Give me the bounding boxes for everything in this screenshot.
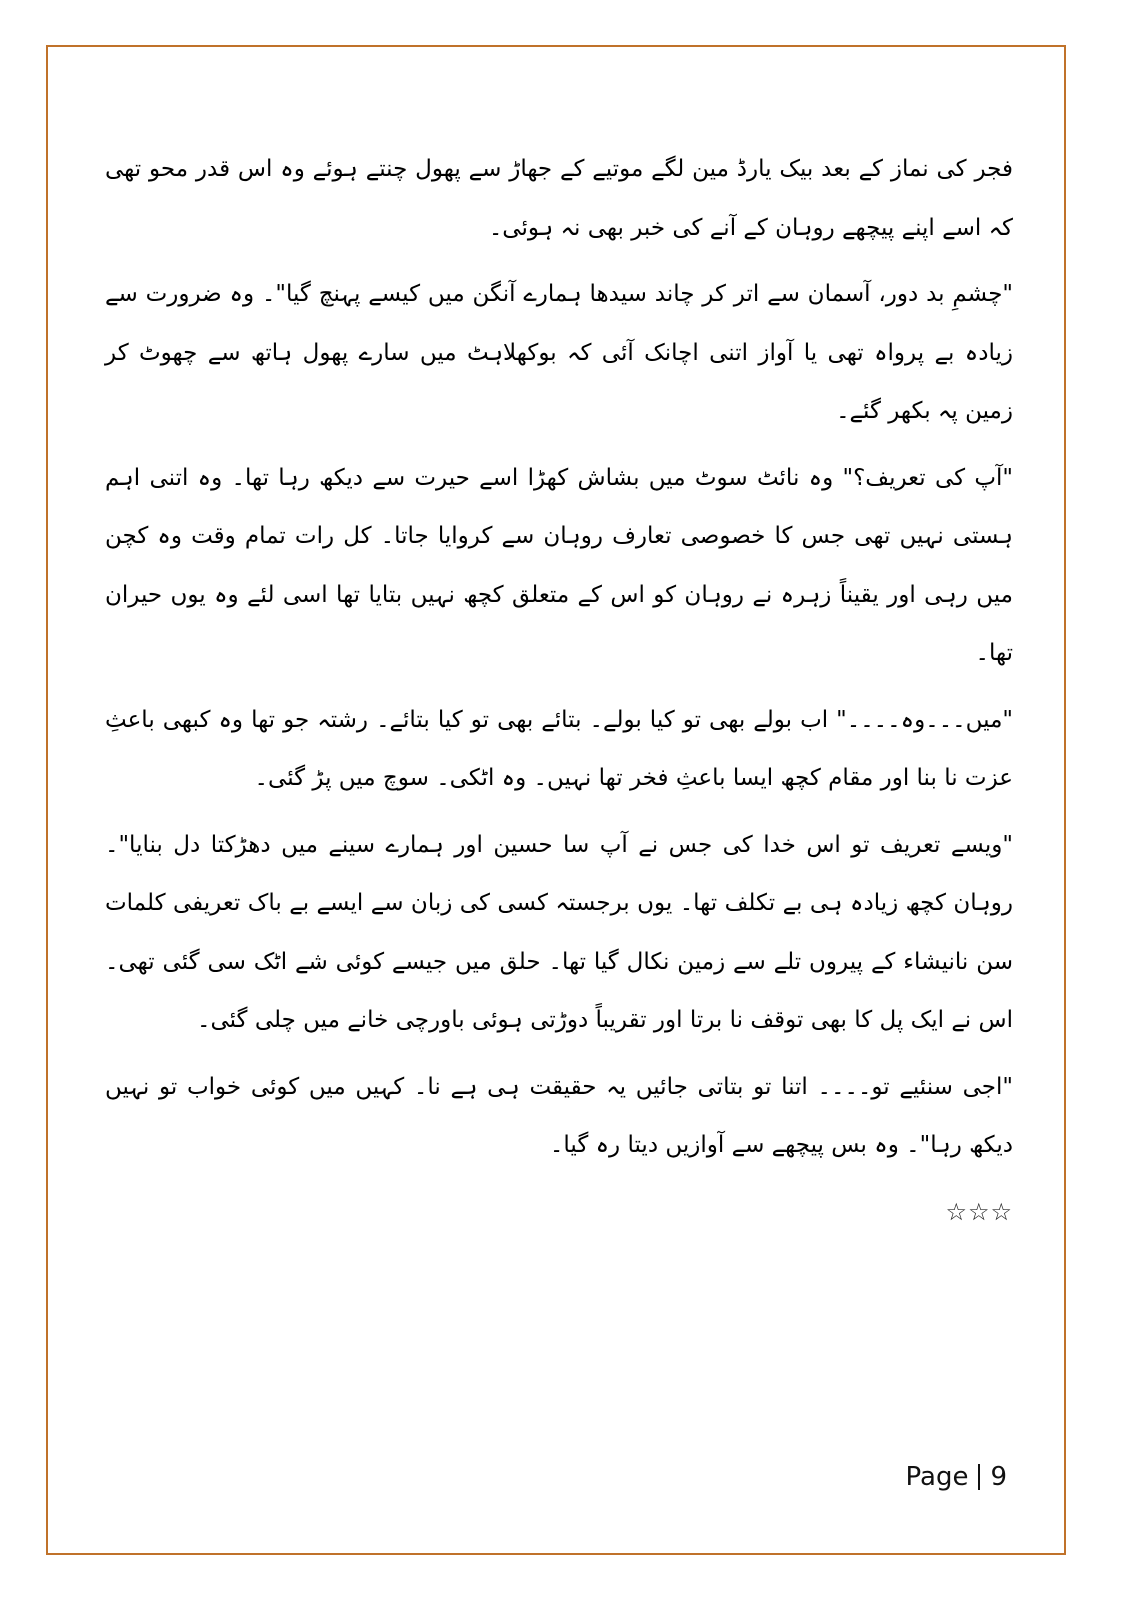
paragraph-3: "آپ کی تعریف؟" وہ نائٹ سوٹ میں بشاش کھڑا اسے حیرت سے دیکھ رہا تھا۔ وہ اتنی اہم ہستی نہیں تھی جس کا خصوصی تعارف روہان سے کروایا جاتا۔ کل رات تمام وقت وہ کچن میں رہی اور یقیناً زہرہ نے روہان کو اس کے متعلق کچھ نہیں بتایا تھا اسی لئے وہ یوں حیران تھا۔ — [105, 464, 1013, 666]
paragraph-5: "ویسے تعریف تو اس خدا کی جس نے آپ سا حسین اور ہمارے سینے میں دھڑکتا دل بنایا"۔ روہان کچھ زیادہ ہی بے تکلف تھا۔ یوں برجستہ کسی کی زبان سے ایسے بے باک تعریفی کلمات سن نانیشاء کے پیروں تلے سے زمین نکال گیا تھا۔ حلق میں جیسے کوئی شے اٹک سی گئی تھی۔ اس نے ایک پل کا بھی توقف نا برتا اور تقریباً دوڑتی ہوئی باورچی خانے میں چلی گئی۔ — [105, 831, 1013, 1033]
paragraph-1: فجر کی نماز کے بعد بیک یارڈ مین لگے موتیے کے جھاڑ سے پھول چنتے ہوئے وہ اس قدر محو تھی کہ اسے اپنے پیچھے روہان کے آنے کی خبر بھی نہ ہوئی۔ — [105, 156, 1013, 241]
footer-divider — [978, 1464, 980, 1490]
section-separator-stars: ☆☆☆ — [945, 1197, 1013, 1226]
document-body — [105, 140, 1013, 1241]
page-number: 9 — [990, 1462, 1007, 1492]
paragraph-2: "چشمِ بد دور، آسمان سے اتر کر چاند سیدھا ہمارے آنگن میں کیسے پہنچ گیا"۔ وہ ضرورت سے زیادہ بے پرواہ تھی یا آواز اتنی اچانک آئی کہ بوکھلاہٹ میں سارے پھول ہاتھ سے چھوٹ کر زمین پہ بکھر گئے۔ — [105, 281, 1013, 424]
page-footer — [906, 1462, 1008, 1492]
page-label: Page — [905, 1462, 969, 1492]
paragraph-4: "میں۔۔۔وہ۔۔۔۔" اب بولے بھی تو کیا بولے۔ بتائے بھی تو کیا بتائے۔ رشتہ جو تھا وہ کبھی باعثِ عزت نا بنا اور مقام کچھ ایسا باعثِ فخر تھا نہیں۔ وہ اٹکی۔ سوچ میں پڑ گئی۔ — [105, 706, 1013, 791]
paragraph-6: "اجی سنئیے تو۔۔۔۔ اتنا تو بتاتی جائیں یہ حقیقت ہی ہے نا۔ کہیں میں کوئی خواب تو نہیں دیکھ رہا"۔ وہ بس پیچھے سے آوازیں دیتا رہ گیا۔ — [105, 1073, 1013, 1158]
